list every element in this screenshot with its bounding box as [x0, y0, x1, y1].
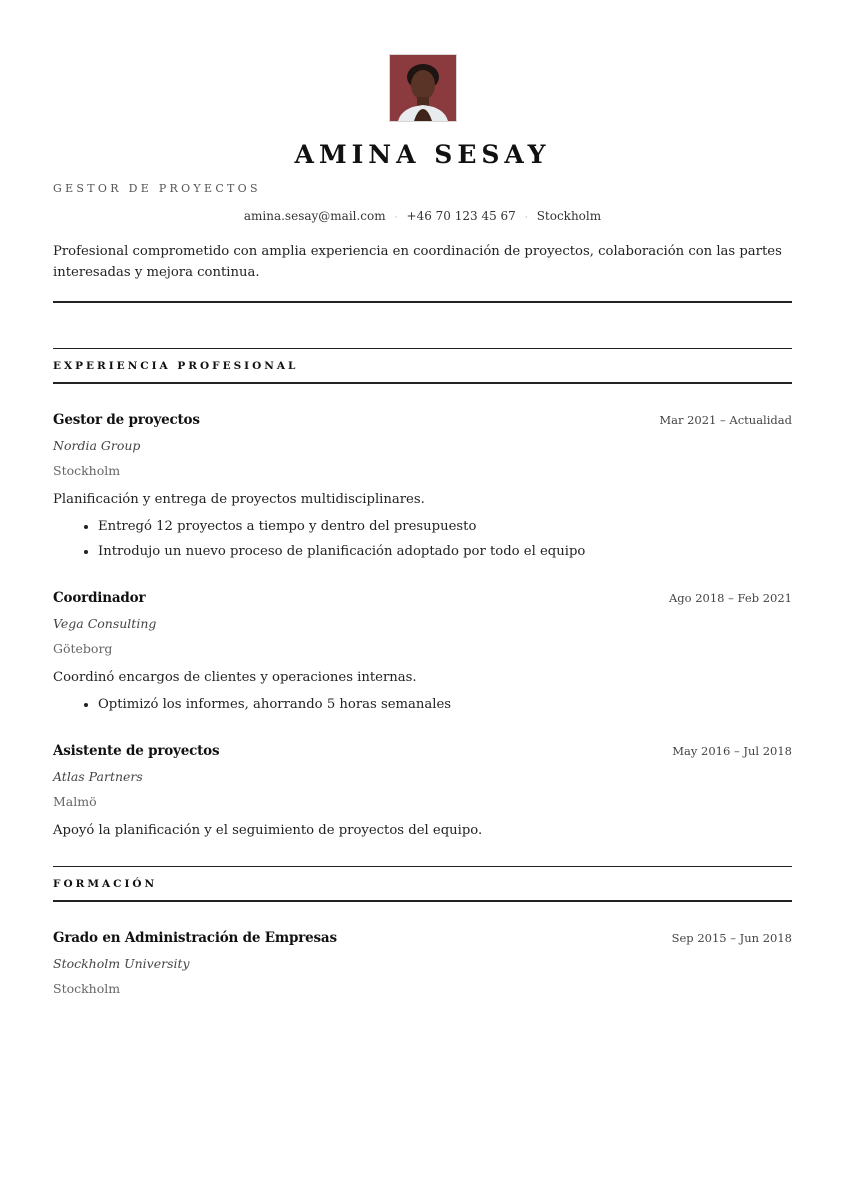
contact-line — [53, 208, 792, 226]
job-role: GESTOR DE PROYECTOS — [53, 182, 261, 195]
profile-summary: Profesional comprometido con amplia experiencia en coordinación de proyectos, colaboración con las partes interesadas y mejora continua. — [53, 244, 782, 280]
entry-location: Stockholm — [53, 981, 121, 996]
header-divider — [53, 301, 792, 303]
section-heading-education: FORMACIÓN — [53, 866, 792, 902]
entry-location: Stockholm — [53, 463, 121, 478]
entry-title: Coordinador — [53, 590, 146, 606]
entry-title: Asistente de proyectos — [53, 743, 220, 759]
entry-organization: Nordia Group — [53, 438, 141, 453]
achievement-list — [53, 514, 792, 564]
experience-entry — [53, 743, 792, 838]
entry-location: Malmö — [53, 794, 97, 809]
contact-separator: · — [524, 213, 528, 223]
entry-organization: Vega Consulting — [53, 616, 157, 631]
education-entry — [53, 930, 792, 996]
entry-description: Apoyó la planificación y el seguimiento de proyectos del equipo. — [53, 823, 483, 838]
entry-dates: Ago 2018 – Feb 2021 — [668, 591, 792, 605]
entry-location: Göteborg — [53, 641, 113, 656]
entry-dates: Sep 2015 – Jun 2018 — [671, 931, 792, 945]
entry-organization: Atlas Partners — [53, 769, 143, 784]
profile-photo — [389, 54, 457, 122]
section-heading-experience: EXPERIENCIA PROFESIONAL — [53, 348, 792, 384]
experience-entry — [53, 590, 792, 717]
achievement-item: • Optimizó los informes, ahorrando 5 horas semanales — [98, 692, 792, 717]
experience-entry — [53, 412, 792, 564]
entry-dates: Mar 2021 – Actualidad — [659, 413, 792, 427]
entry-title: Gestor de proyectos — [53, 412, 200, 428]
email-link[interactable]: amina.sesay@mail.com — [243, 209, 386, 223]
achievement-item: • Introdujo un nuevo proceso de planificación adoptado por todo el equipo — [98, 539, 792, 564]
entry-dates: May 2016 – Jul 2018 — [672, 744, 792, 758]
achievement-list — [53, 692, 792, 717]
entry-description: Planificación y entrega de proyectos multidisciplinares. — [53, 492, 425, 507]
entry-description: Coordinó encargos de clientes y operaciones internas. — [53, 670, 417, 685]
entry-organization: Stockholm University — [53, 956, 190, 971]
contact-city: Stockholm — [536, 209, 602, 223]
phone-number[interactable]: +46 70 123 45 67 — [406, 209, 516, 223]
portrait-image — [390, 55, 456, 121]
entry-title: Grado en Administración de Empresas — [53, 930, 337, 946]
photo-container — [53, 0, 792, 122]
candidate-name: AMINA SESAY — [294, 140, 551, 169]
contact-separator: · — [394, 213, 398, 223]
achievement-item: • Entregó 12 proyectos a tiempo y dentro del presupuesto — [98, 514, 792, 539]
